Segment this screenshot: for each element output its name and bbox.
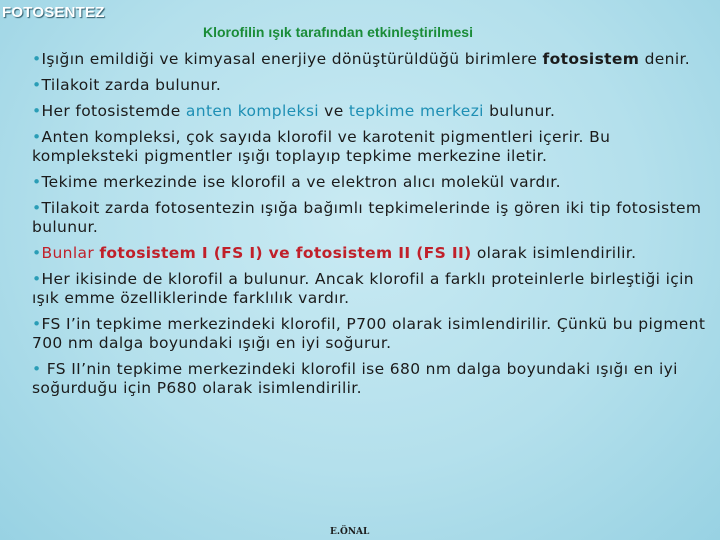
bullet-term: tepkime merkezi: [348, 102, 484, 120]
bullet-marker: •: [32, 270, 42, 288]
bullet-term: anten kompleksi: [185, 102, 319, 120]
bullet-item: [32, 270, 716, 308]
bullet-text: Her ikisinde de klorofil a bulunur. Ancak klorofil a farklı proteinlerle birleştiği için ışık emme özelliklerinde farklılık vardır.: [32, 270, 694, 307]
bullet-text: Işığın emildiği ve kimyasal enerjiye dönüştürüldüğü birimlere: [41, 50, 543, 68]
bullet-text: ve: [318, 102, 349, 120]
bullet-term: fotosistem I (FS I) ve fotosistem II (FS II): [99, 244, 472, 262]
bullet-text: Tilakoit zarda bulunur.: [41, 76, 222, 94]
bullet-item: [32, 102, 716, 121]
bullet-item: [32, 244, 716, 263]
author-footer: E.ÖNAL: [330, 527, 370, 537]
bullet-item: [32, 128, 716, 166]
bullet-text: bulunur.: [483, 102, 556, 120]
bullet-text: Tekime merkezinde ise klorofil a ve elektron alıcı molekül vardır.: [41, 173, 561, 191]
bullet-marker: •: [32, 315, 42, 333]
bullet-marker: •: [32, 173, 42, 191]
bullet-text: Bunlar: [41, 244, 100, 262]
bullet-item: [32, 173, 716, 192]
bullet-marker: •: [32, 102, 42, 120]
bullet-term: fotosistem: [542, 50, 640, 68]
bullet-text: Her fotosistemde: [41, 102, 186, 120]
bullet-text: FS I’in tepkime merkezindeki klorofil, P700 olarak isimlendirilir. Çünkü bu pigment 700 nm dalga boyundaki ışığı en iyi soğurur.: [32, 315, 706, 352]
bullet-text: Tilakoit zarda fotosentezin ışığa bağımlı tepkimelerinde iş gören iki tip fotosistem bulunur.: [32, 199, 702, 236]
slide-title: FOTOSENTEZ: [2, 4, 105, 21]
bullet-marker: •: [32, 360, 42, 378]
bullet-text: olarak isimlendirilir.: [471, 244, 637, 262]
bullet-item: [32, 360, 716, 398]
bullet-marker: •: [32, 76, 42, 94]
bullet-marker: •: [32, 50, 42, 68]
bullet-text: Anten kompleksi, çok sayıda klorofil ve karotenit pigmentleri içerir. Bu kompleksteki pigmentler ışığı toplayıp tepkime merkezine iletir.: [32, 128, 611, 165]
bullet-item: [32, 76, 716, 95]
bullet-item: [32, 315, 716, 353]
bullet-item: [32, 199, 716, 237]
bullet-marker: •: [32, 244, 42, 262]
bullet-text: FS II’nin tepkime merkezindeki klorofil ise 680 nm dalga boyundaki ışığı en iyi soğurduğu için P680 olarak isimlendirilir.: [32, 360, 678, 397]
bullet-item: [32, 50, 716, 69]
bullet-text: denir.: [639, 50, 691, 68]
bullet-list: [32, 50, 716, 405]
bullet-marker: •: [32, 128, 42, 146]
slide-subtitle: Klorofilin ışık tarafından etkinleştirilmesi: [203, 24, 473, 40]
bullet-marker: •: [32, 199, 42, 217]
